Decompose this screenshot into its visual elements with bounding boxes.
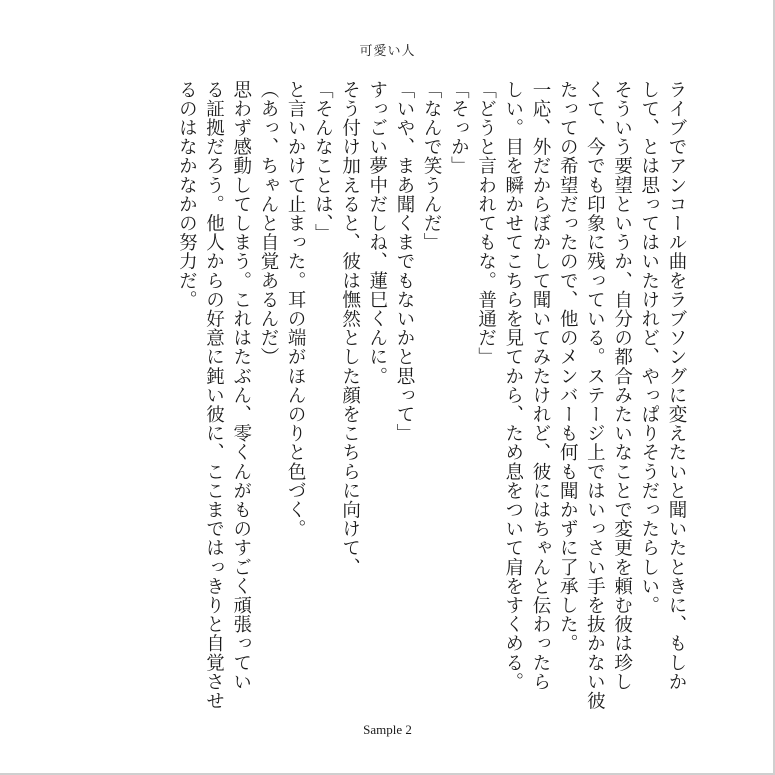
text-line: くて、今でも印象に残っている。ステージ上ではいっさい手を抜かない彼 (584, 80, 606, 711)
text-line: 思わず感動してしまう。これはたぶん、零くんがものすごく頑張ってい (230, 80, 252, 692)
text-line: 一応、外だからぼかして聞いてみたけれど、彼にはちゃんと伝わったら (529, 80, 551, 692)
text-line: と言いかけて止まった。耳の端がほんのりと色づく。 (285, 80, 307, 539)
text-line: 「なんで笑うんだ」 (421, 80, 443, 252)
text-line: るのはなかなかの努力だ。 (176, 80, 198, 310)
text-line: 「どうと言われてもな。普通だ」 (475, 80, 497, 367)
body-text (70, 80, 690, 711)
page-title: 可愛い人 (359, 44, 416, 59)
text-line: 「そっか」 (448, 80, 470, 176)
text-line: そういう要望というか、自分の都合みたいなことで変更を頼む彼は珍し (611, 80, 633, 692)
text-line: たっての希望だったので、他のメンバーも何も聞かずに了承した。 (557, 80, 579, 653)
text-line: ライブでアンコール曲をラブソングに変えたいと聞いたときに、もしか (666, 80, 687, 692)
text-line: 「そんなことは、」 (312, 80, 334, 243)
text-line: すっごい夢中だしね、蓮巳くんに。 (366, 80, 388, 386)
text-line: して、とは思ってはいたけれど、やっぱりそうだったらしい。 (638, 80, 660, 615)
text-line: 「いや、まあ聞くまでもないかと思って」 (393, 80, 415, 443)
text-line: （あっ、ちゃんと自覚あるんだ） (257, 80, 279, 367)
page-number: Sample 2 (363, 722, 412, 737)
text-line: そう付け加えると、彼は憮然とした顔をこちらに向けて、 (339, 80, 361, 577)
text-line: しい。目を瞬かせてこちらを見てから、ため息をついて肩をすくめる。 (502, 80, 524, 692)
text-line: る証拠だろう。他人からの好意に鈍い彼に、ここまではっきりと自覚させ (203, 80, 225, 711)
